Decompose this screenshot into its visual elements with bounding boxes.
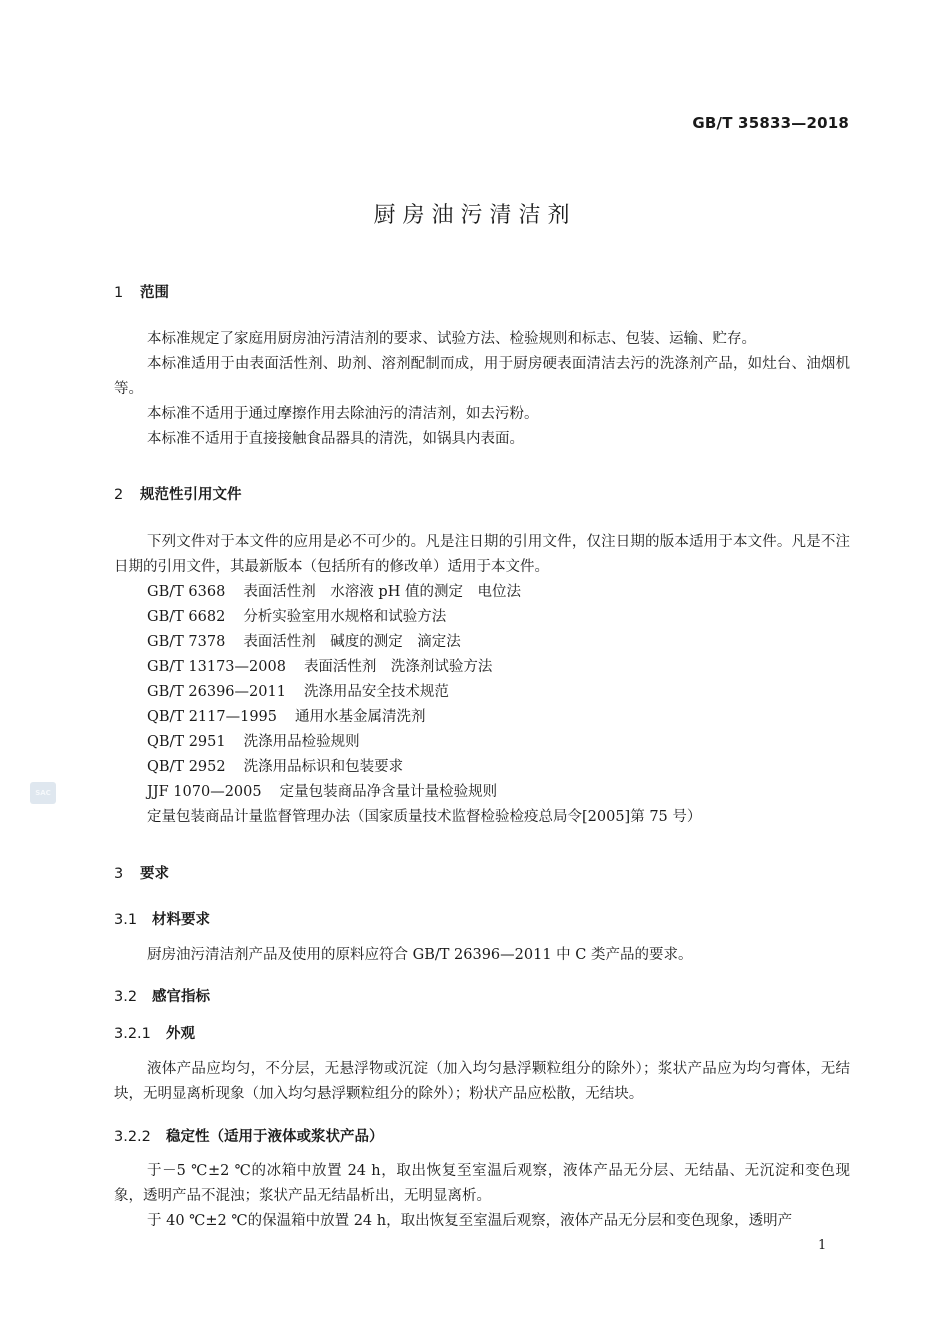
section-number: 2 — [114, 487, 124, 503]
section-number: 3 — [114, 866, 124, 882]
reference-item — [147, 655, 492, 680]
subsection-3-2-1-heading — [114, 1022, 195, 1043]
section-number: 3.2.1 — [114, 1026, 151, 1042]
section-1-heading — [114, 281, 169, 302]
reference-name: 通用水基金属清洗剂 — [295, 709, 426, 725]
reference-code: GB/T 7378 — [147, 634, 226, 650]
reference-item — [147, 680, 449, 705]
section-title: 要求 — [140, 866, 169, 882]
section-number: 3.2.2 — [114, 1129, 151, 1145]
reference-name: 分析实验室用水规格和试验方法 — [243, 609, 447, 625]
section-title: 外观 — [166, 1026, 195, 1042]
paragraph: 于 40 ℃±2 ℃的保温箱中放置 24 h，取出恢复至室温后观察，液体产品无分层和变色现象，透明产 — [147, 1213, 793, 1229]
reference-item — [147, 805, 701, 830]
reference-item — [147, 580, 521, 605]
section-title: 规范性引用文件 — [140, 487, 242, 503]
reference-item — [147, 705, 426, 730]
section-title: 范围 — [140, 285, 169, 301]
sac-watermark: SAC — [30, 782, 56, 804]
reference-code: GB/T 6682 — [147, 609, 226, 625]
reference-item — [147, 755, 403, 780]
section-title: 感官指标 — [152, 989, 210, 1005]
reference-name: 定量包装商品净含量计量检验规则 — [279, 784, 498, 800]
subsection-3-2-heading — [114, 985, 210, 1006]
section-number: 3.2 — [114, 989, 138, 1005]
reference-code: GB/T 13173—2008 — [147, 659, 286, 675]
subsection-3-1-heading — [114, 908, 210, 929]
reference-code: JJF 1070—2005 — [147, 784, 262, 800]
section-number: 3.1 — [114, 912, 138, 928]
reference-code: QB/T 2117—1995 — [147, 709, 278, 725]
reference-name: 表面活性剂 水溶液 pH 值的测定 电位法 — [243, 584, 521, 600]
reference-item — [147, 630, 461, 655]
paragraph: 本标准规定了家庭用厨房油污清洁剂的要求、试验方法、检验规则和标志、包装、运输、贮存。 — [147, 331, 756, 347]
section-title: 稳定性（适用于液体或浆状产品） — [166, 1129, 384, 1145]
reference-code: GB/T 6368 — [147, 584, 226, 600]
page-number: 1 — [818, 1238, 827, 1253]
paragraph: 本标准不适用于直接接触食品器具的清洗，如锅具内表面。 — [147, 431, 524, 447]
section-title: 材料要求 — [152, 912, 210, 928]
paragraph: 下列文件对于本文件的应用是必不可少的。凡是注日期的引用文件，仅注日期的版本适用于本文件。凡是不注日期的引用文件，其最新版本（包括所有的修改单）适用于本文件。 — [114, 534, 850, 575]
reference-name: 表面活性剂 洗涤剂试验方法 — [303, 659, 493, 675]
reference-name: 洗涤用品检验规则 — [243, 734, 360, 750]
paragraph: 本标准适用于由表面活性剂、助剂、溶剂配制而成，用于厨房硬表面清洁去污的洗涤剂产品，如灶台、油烟机等。 — [114, 356, 850, 397]
document-title: 厨房油污清洁剂 — [373, 203, 577, 228]
reference-code: QB/T 2951 — [147, 734, 226, 750]
reference-item — [147, 780, 497, 805]
subsection-3-2-2-heading — [114, 1125, 384, 1146]
reference-name: 表面活性剂 碱度的测定 滴定法 — [243, 634, 461, 650]
section-number: 1 — [114, 285, 124, 301]
reference-code: QB/T 2952 — [147, 759, 226, 775]
reference-name: 洗涤用品标识和包装要求 — [243, 759, 404, 775]
reference-name: 洗涤用品安全技术规范 — [303, 684, 449, 700]
reference-code: GB/T 26396—2011 — [147, 684, 286, 700]
paragraph: 本标准不适用于通过摩擦作用去除油污的清洁剂，如去污粉。 — [147, 406, 539, 422]
reference-item — [147, 605, 446, 630]
standard-code: GB/T 35833—2018 — [692, 114, 849, 132]
reference-item — [147, 730, 360, 755]
paragraph: 液体产品应均匀，不分层，无悬浮物或沉淀（加入均匀悬浮颗粒组分的除外）；浆状产品应为均匀膏体，无结块，无明显离析现象（加入均匀悬浮颗粒组分的除外）；粉状产品应松散，无结块。 — [114, 1061, 850, 1102]
reference-name: 定量包装商品计量监督管理办法（国家质量技术监督检验检疫总局令[2005]第 75 号） — [147, 809, 702, 825]
section-3-heading — [114, 862, 169, 883]
section-2-heading — [114, 483, 242, 504]
paragraph: 于－5 ℃±2 ℃的冰箱中放置 24 h，取出恢复至室温后观察，液体产品无分层、无结晶、无沉淀和变色现象，透明产品不混浊；浆状产品无结晶析出，无明显离析。 — [114, 1163, 850, 1204]
paragraph: 厨房油污清洁剂产品及使用的原料应符合 GB/T 26396—2011 中 C 类产品的要求。 — [147, 947, 693, 963]
